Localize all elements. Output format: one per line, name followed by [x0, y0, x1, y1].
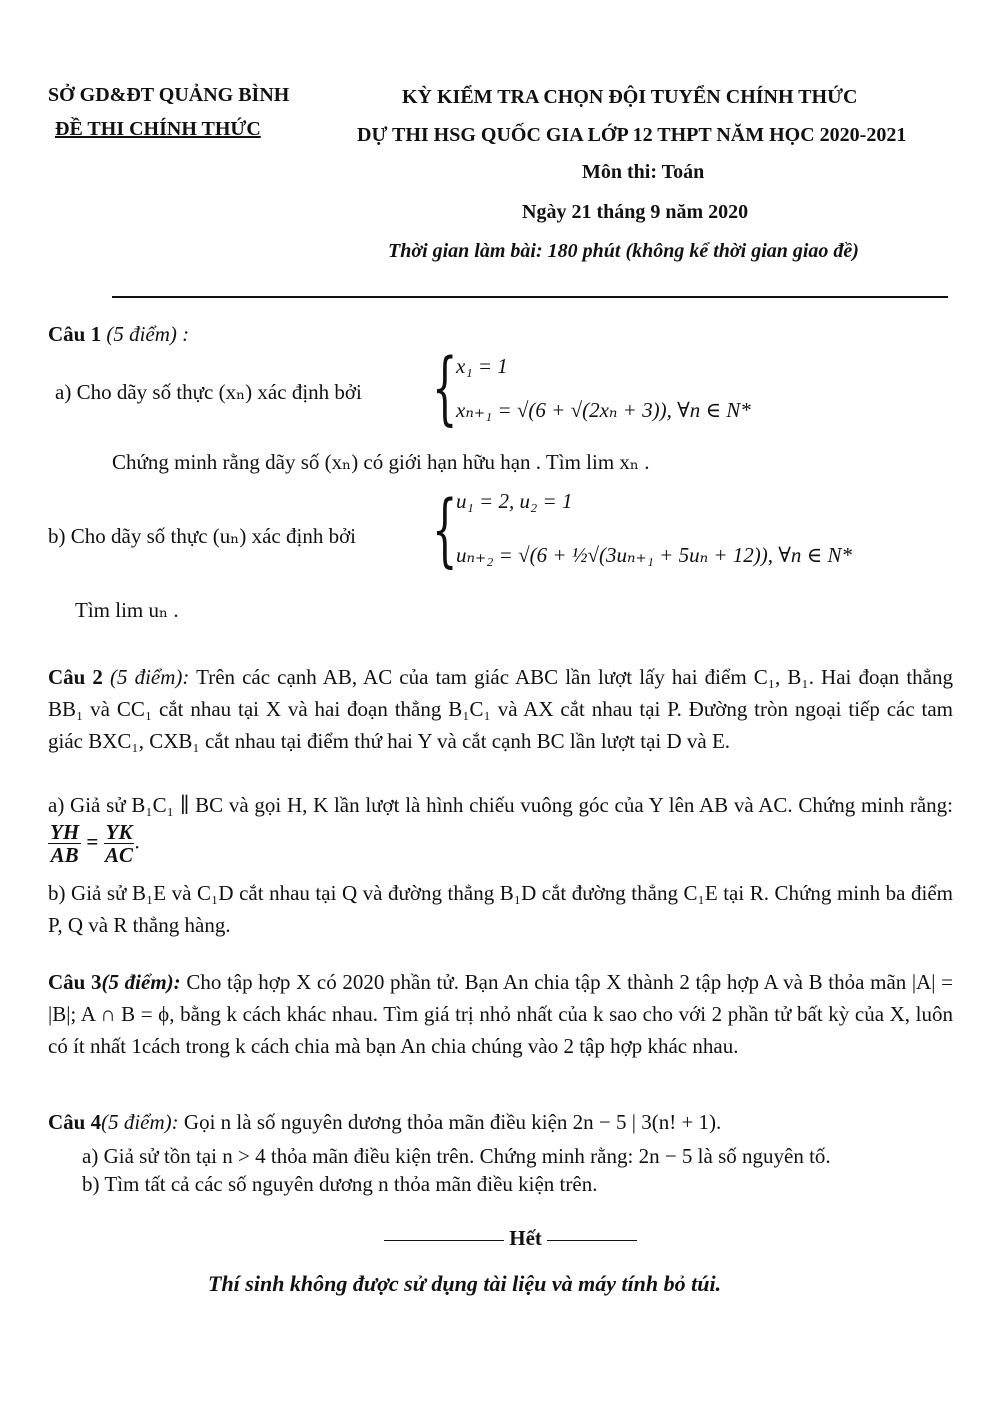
- q2a-text: a) Giả sử B₁C₁ ∥ BC và gọi H, K lần lượt là hình chiếu vuông góc của Y lên AB và AC. Chứng minh rằng:: [48, 793, 953, 817]
- q3-text: Cho tập hợp X có 2020 phần tử. Bạn An chia tập X thành 2 tập hợp A và B thỏa mãn |A| = |B|; A ∩ B = ϕ, bằng k cách khác nhau. Tìm giá trị nhỏ nhất của k sao cho với 2 phần tử bất kỳ của X, luôn có ít nhất 1cách trong k cách chia mà bạn An chia chúng vào 2 tập hợp khác nhau.: [48, 970, 953, 1058]
- exam-date: Ngày 21 tháng 9 năm 2020: [522, 201, 749, 223]
- q1b-label: b) Cho dãy số thực (uₙ) xác định bởi: [48, 524, 357, 548]
- end-dash-left: [384, 1240, 504, 1241]
- ratio-yh-ab: [48, 821, 81, 866]
- end-text: Hết: [509, 1226, 542, 1250]
- q1b-task: Tìm lim uₙ .: [75, 598, 179, 622]
- q4b-text: b) Tìm tất cả các số nguyên dương n thỏa mãn điều kiện trên.: [82, 1172, 598, 1196]
- q3: [48, 966, 953, 1062]
- q1-points: (5 điểm) :: [106, 322, 190, 346]
- q1-title: Câu 1: [48, 322, 102, 346]
- q1a-eq1: x₁ = 1: [456, 354, 508, 378]
- q4-title: Câu 4: [48, 1110, 102, 1134]
- q2b-text: b) Giả sử B₁E và C₁D cắt nhau tại Q và đường thẳng B₁D cắt đường thẳng C₁E tại R. Chứng minh ba điểm P, Q và R thẳng hàng.: [48, 881, 953, 937]
- q1b-brace: {: [432, 483, 458, 576]
- ratio-yh: YH: [50, 820, 80, 844]
- q2-title: Câu 2: [48, 665, 103, 689]
- q3-points: (5 điểm):: [101, 970, 181, 994]
- q1a-eq2: xₙ₊₁ = √(6 + √(2xₙ + 3)), ∀n ∈ N*: [456, 398, 751, 422]
- q1-heading: [48, 318, 189, 350]
- q4-text: Gọi n là số nguyên dương thỏa mãn điều kiện 2n − 5 | 3(n! + 1).: [183, 1110, 722, 1134]
- q1a-task: Chứng minh rằng dãy số (xₙ) có giới hạn hữu hạn . Tìm lim xₙ .: [112, 450, 650, 474]
- q2-intro: [48, 661, 953, 757]
- q4a-text: a) Giả sử tồn tại n > 4 thỏa mãn điều kiện trên. Chứng minh rằng: 2n − 5 là số nguyên tố.: [82, 1144, 831, 1168]
- end-marker: [384, 1222, 637, 1254]
- q4-heading: [48, 1106, 721, 1138]
- exam-time: Thời gian làm bài: 180 phút (không kể thời gian giao đề): [388, 240, 859, 262]
- department-name: SỞ GD&ĐT QUẢNG BÌNH: [48, 84, 290, 106]
- exam-title: KỲ KIỂM TRA CHỌN ĐỘI TUYỂN CHÍNH THỨC: [402, 86, 858, 108]
- q1a-label: a) Cho dãy số thực (xₙ) xác định bởi: [55, 380, 362, 404]
- equals-sign: =: [86, 829, 99, 854]
- q1b-eq2: uₙ₊₂ = √(6 + ½√(3uₙ₊₁ + 5uₙ + 12)), ∀n ∈ N*: [456, 543, 852, 567]
- q2-intro-text: Trên các cạnh AB, AC của tam giác ABC lần lượt lấy hai điểm C₁, B₁. Hai đoạn thẳng BB₁ và CC₁ cắt nhau tại X và hai đoạn thẳng B₁C₁ và AX cắt nhau tại P. Đường tròn ngoại tiếp các tam giác BXC₁, CXB₁ cắt nhau tại điểm thứ hai Y và cắt cạnh BC lần lượt tại D và E.: [48, 665, 953, 753]
- ratio-ab: AB: [50, 843, 79, 867]
- footer-note: Thí sinh không được sử dụng tài liệu và máy tính bỏ túi.: [208, 1271, 722, 1296]
- q2-points: (5 điểm):: [110, 665, 190, 689]
- q2a: a) Giả sử B₁C₁ ∥ BC và gọi H, K lần lượt là hình chiếu vuông góc của Y lên AB và AC. Chứng minh rằng: $\frac{YH}{AB}$ = $\frac{YK}{AC}$ .: [48, 793, 953, 867]
- end-dash-right: [547, 1240, 637, 1241]
- q4-points: (5 điểm):: [101, 1110, 179, 1134]
- q1a-brace: {: [432, 341, 458, 434]
- ratio-yk: YK: [105, 820, 133, 844]
- q3-title: Câu 3: [48, 970, 102, 994]
- official-exam-label: ĐỀ THI CHÍNH THỨC: [55, 118, 261, 140]
- ratio-yk-ac: [104, 821, 135, 866]
- header-divider: [112, 296, 948, 298]
- exam-subject: Môn thi: Toán: [582, 161, 705, 183]
- ratio-ac: AC: [105, 843, 134, 867]
- q1b-eq1: u₁ = 2, u₂ = 1: [456, 489, 573, 513]
- exam-subtitle: DỰ THI HSG QUỐC GIA LỚP 12 THPT NĂM HỌC 2020-2021: [357, 124, 907, 146]
